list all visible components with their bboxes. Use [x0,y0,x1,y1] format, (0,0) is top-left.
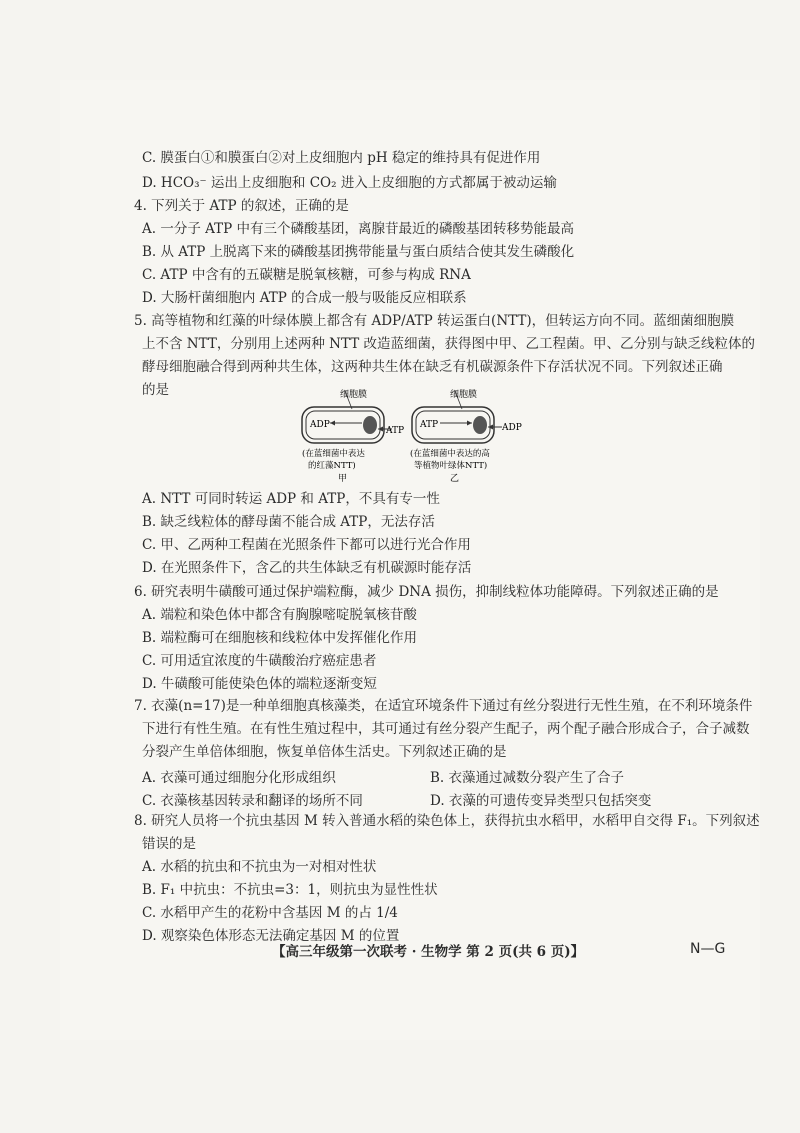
q3-option-d: D. HCO₃⁻ 运出上皮细胞和 CO₂ 进入上皮细胞的方式都属于被动运输 [142,175,557,191]
q4-option-a: A. 一分子 ATP 中有三个磷酸基团，离腺苷最近的磷酸基团转移势能最高 [142,221,575,237]
q4-option-d: D. 大肠杆菌细胞内 ATP 的合成一般与吸能反应相联系 [142,290,467,306]
question-5-stem-1: 5. 高等植物和红藻的叶绿体膜上都含有 ADP/ATP 转运蛋白(NTT)，但转运方向不同。蓝细菌细胞膜 [134,313,735,329]
question-7-stem-1: 7. 衣藻(n=17)是一种单细胞真核藻类，在适宜环境条件下通过有丝分裂进行无性生殖，在不利环境条件 [134,698,753,714]
caption-yi-3: 乙 [450,474,460,484]
question-7-stem-2: 下进行有性生殖。在有性生殖过程中，其可通过有丝分裂产生配子，两个配子融合形成合子，合子减数 [142,721,750,737]
q8-option-b: B. F₁ 中抗虫：不抗虫=3：1，则抗虫为显性性状 [142,882,438,898]
question-6-stem: 6. 研究表明牛磺酸可通过保护端粒酶，减少 DNA 损伤，抑制线粒体功能障碍。下列叙述正确的是 [134,584,719,600]
q8-option-c: C. 水稻甲产生的花粉中含基因 M 的占 1/4 [142,905,398,921]
q7-option-b: B. 衣藻通过减数分裂产生了合子 [430,770,625,786]
question-8-stem-2: 错误的是 [142,836,196,852]
caption-jia-1: (在蓝细菌中表达 [302,449,365,459]
membrane-label-jia: 细胞膜 [340,390,368,400]
q4-option-c: C. ATP 中含有的五碳糖是脱氧核糖，可参与构成 RNA [142,267,471,283]
q4-option-b: B. 从 ATP 上脱离下来的磷酸基团携带能量与蛋白质结合使其发生磷酸化 [142,244,575,260]
q5-option-c: C. 甲、乙两种工程菌在光照条件下都可以进行光合作用 [142,537,471,553]
caption-yi-1: (在蓝细菌中表达的高 [410,449,490,459]
adp-label-jia: ADP [310,420,330,430]
q3-option-c: C. 膜蛋白①和膜蛋白②对上皮细胞内 pH 稳定的维持具有促进作用 [142,150,541,166]
q6-option-c: C. 可用适宜浓度的牛磺酸治疗癌症患者 [142,653,377,669]
q6-option-d: D. 牛磺酸可能使染色体的端粒逐渐变短 [142,676,377,692]
q8-option-a: A. 水稻的抗虫和不抗虫为一对相对性状 [142,859,377,875]
question-5-stem-2: 上不含 NTT，分别用上述两种 NTT 改造蓝细菌，获得图中甲、乙工程菌。甲、乙分别与缺乏线粒体的 [142,336,756,352]
page-footer: 【高三年级第一次联考 · 生物学 第 2 页(共 6 页)】 [272,944,585,960]
ntt-protein-jia [363,416,377,434]
q8-option-d: D. 观察染色体形态无法确定基因 M 的位置 [142,928,400,944]
atp-label-yi: ATP [420,420,439,430]
q7-option-d: D. 衣藻的可遗传变异类型只包括突变 [430,793,652,809]
q5-option-b: B. 缺乏线粒体的酵母菌不能合成 ATP，无法存活 [142,514,435,530]
caption-jia-2: 的红藻NTT) [308,461,356,471]
caption-jia-3: 甲 [338,474,348,484]
membrane-label-yi: 细胞膜 [450,390,478,400]
question-5-stem-4: 的是 [142,382,169,398]
question-5-stem-3: 酵母细胞融合得到两种共生体，这两种共生体在缺乏有机碳源条件下存活状况不同。下列叙述正确 [142,359,723,375]
paper-code: N—G [690,941,726,957]
q6-option-a: A. 端粒和染色体中都含有胸腺嘧啶脱氧核苷酸 [142,607,417,623]
ntt-protein-yi [473,416,487,434]
caption-yi-2: 等植物叶绿体NTT) [414,461,488,471]
q5-option-d: D. 在光照条件下，含乙的共生体缺乏有机碳源时能存活 [142,560,472,576]
q7-option-a: A. 衣藻可通过细胞分化形成组织 [142,770,336,786]
q7-option-c: C. 衣藻核基因转录和翻译的场所不同 [142,793,363,809]
question-8-stem-1: 8. 研究人员将一个抗虫基因 M 转入普通水稻的染色体上，获得抗虫水稻甲，水稻甲自交得 F₁。下列叙述 [134,813,760,829]
q6-option-b: B. 端粒酶可在细胞核和线粒体中发挥催化作用 [142,630,418,646]
question-7-stem-3: 分裂产生单倍体细胞，恢复单倍体生活史。下列叙述正确的是 [142,744,507,760]
ntt-diagram [290,385,540,490]
q5-option-a: A. NTT 可同时转运 ADP 和 ATP，不具有专一性 [142,491,440,507]
adp-label-yi: ADP [502,423,522,433]
question-4-stem: 4. 下列关于 ATP 的叙述，正确的是 [134,198,349,214]
atp-label-jia: ATP [386,426,405,436]
